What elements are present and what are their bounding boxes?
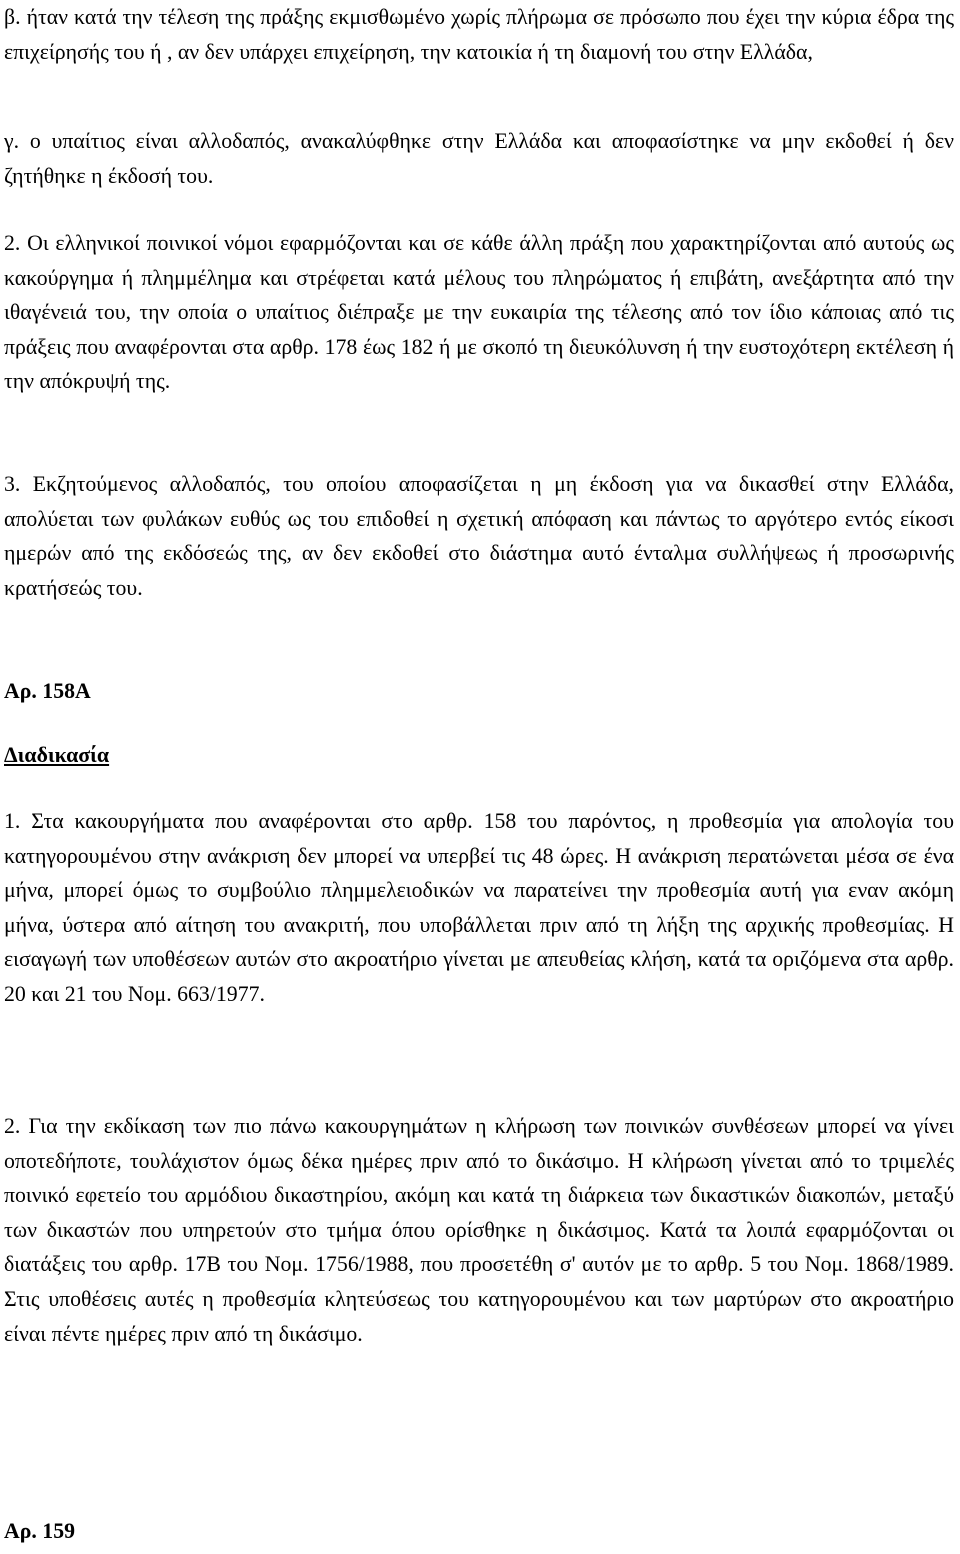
paragraph-gamma: γ. ο υπαίτιος είναι αλλοδαπός, ανακαλύφθηκε στην Ελλάδα και αποφασίστηκε να μην εκδοθεί ή δεν ζητήθηκε η έκδοσή του.	[4, 129, 954, 188]
section-title: Διαδικασία	[4, 743, 110, 767]
paragraph-2: 2. Οι ελληνικοί ποινικοί νόμοι εφαρμόζονται και σε κάθε άλλη πράξη που χαρακτηρίζονται από αυτούς ως κακούργημα ή πλημμέλημα και στρέφεται κατά μέλους του πληρώματος ή επιβάτη, ανεξάρτητα από την ιθαγένειά του, την οποία ο υπαίτιος διέπραξε με την ευκαιρία της τέλεσης από τον ίδιο κάποιας από τις πράξεις που αναφέρονται στα αρθρ. 178 έως 182 ή με σκοπό τη διευκόλυνση ή την ευστοχότερη εκτέλεση ή την απόκρυψή της.	[4, 231, 954, 394]
paragraph-beta: β. ήταν κατά την τέλεση της πράξης εκμισθωμένο χωρίς πλήρωμα σε πρόσωπο που έχει την κύρια έδρα της επιχείρησής του ή , αν δεν υπάρχει επιχείρηση, την κατοικία ή τη διαμονή του στην Ελλάδα,	[4, 5, 954, 64]
paragraph-3: 3. Εκζητούμενος αλλοδαπός, του οποίου αποφασίζεται η μη έκδοση για να δικασθεί στην Ελλάδα, απολύεται των φυλάκων ευθύς ως του επιδοθεί η σχετική απόφαση και πάντως το αργότερο εντός είκοσι ημερών από της εκδόσεώς της, αν δεν εκδοθεί στο διάστημα αυτό ένταλμα συλλήψεως ή προσωρινής κρατήσεώς του.	[4, 472, 954, 600]
procedure-paragraph-2: 2. Για την εκδίκαση των πιο πάνω κακουργημάτων η κλήρωση των ποινικών συνθέσεων μπορεί να γίνει οποτεδήποτε, τουλάχιστον όμως δέκα ημέρες πριν από το δικάσιμο. Η κλήρωση γίνεται από το τριμελές ποινικό εφετείο του αρμόδιου δικαστηρίου, ακόμη και κατά τη διάρκεια των δικαστικών διακοπών, μεταξύ των δικαστών που υπηρετούν στο τμήμα όπου ορίσθηκε η δικάσιμος. Κατά τα λοιπά εφαρμόζονται οι διατάξεις του αρθρ. 17Β του Νομ. 1756/1988, που προσετέθη σ' αυτόν με το αρθρ. 5 του Νομ. 1868/1989. Στις υποθέσεις αυτές η προθεσμία κλητεύσεως του κατηγορουμένου και των μαρτύρων στο ακροατήριο είναι πέντε ημέρες πριν από τη δικάσιμο.	[4, 1114, 954, 1346]
article-heading-159: Αρ. 159	[4, 1519, 75, 1543]
procedure-paragraph-1: 1. Στα κακουργήματα που αναφέρονται στο αρθρ. 158 του παρόντος, η προθεσμία για απολογία του κατηγορουμένου στην ανάκριση δεν μπορεί να υπερβεί τις 48 ώρες. Η ανάκριση περατώνεται μέσα σε ένα μήνα, μπορεί όμως το συμβούλιο πλημμελειοδικών να παρατείνει την προθεσμία αυτή για εναν ακόμη μήνα, ύστερα από αίτηση του ανακριτή, που υποβάλλεται πριν από τη λήξη της αρχικής προθεσμίας. Η εισαγωγή των υποθέσεων αυτών στο ακροατήριο γίνεται με απευθείας κλήση, κατά τα οριζόμενα στα αρθρ. 20 και 21 του Νομ. 663/1977.	[4, 809, 954, 1006]
article-heading-158a: Αρ. 158Α	[4, 679, 91, 703]
